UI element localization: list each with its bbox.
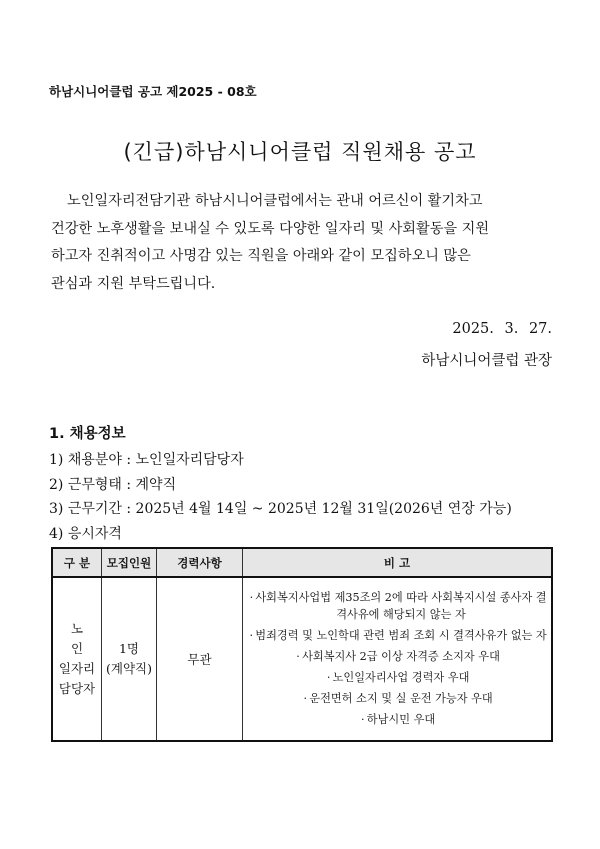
remark-text: 범죄경력 및 노인학대 관련 범죄 조회 시 결격사유가 없는 자 [255, 628, 547, 642]
bullet-icon: · [296, 649, 300, 663]
info-employment-type: 2) 근무형태 : 계약직 [49, 477, 177, 493]
list-item [243, 648, 551, 665]
remark-text: 사회복지사 2급 이상 자격증 소지자 우대 [302, 649, 500, 663]
remarks-list [243, 589, 551, 728]
remark-text: 운전면허 소지 및 실 운전 가능자 우대 [309, 691, 493, 705]
info-qualifications: 4) 응시자격 [49, 526, 122, 542]
list-item [243, 711, 551, 728]
header-remarks: 비 고 [243, 548, 553, 577]
cell-remarks [243, 577, 553, 741]
division-line: 일자리 [58, 661, 96, 676]
intro-line: 건강한 노후생활을 보내실 수 있도록 다양한 일자리 및 사회활동을 지원 [51, 220, 490, 237]
division-line: 노 인 [70, 621, 93, 656]
bullet-icon: · [361, 712, 365, 726]
list-item [243, 589, 551, 623]
bullet-icon: · [326, 670, 331, 684]
header-division: 구 분 [52, 548, 102, 577]
cell-recruits [102, 577, 157, 741]
qualification-table [51, 547, 553, 742]
bullet-icon: · [249, 590, 254, 604]
table-header-row [52, 548, 552, 577]
info-work-period: 3) 근무기간 : 2025년 4월 14일 ~ 2025년 12월 31일(2026년 연장 가능) [49, 501, 512, 517]
intro-line: 노인일자리전담기관 하남시니어클럽에서는 관내 어르신이 활기차고 [67, 193, 483, 209]
cell-division [52, 577, 102, 741]
bullet-icon: · [303, 691, 308, 705]
info-field: 1) 채용분야 : 노인일자리담당자 [49, 452, 244, 468]
bullet-icon: · [249, 628, 254, 642]
recruits-count: 1명 [118, 641, 140, 656]
section-title-recruitment-info: 1. 채용정보 [49, 426, 126, 442]
header-experience: 경력사항 [157, 548, 243, 577]
issuer-name: 하남시니어클럽 관장 [421, 353, 552, 369]
remark-text: 하남시민 우대 [366, 712, 436, 726]
table-row [52, 577, 552, 741]
intro-line: 관심과 지원 부탁드립니다. [51, 275, 216, 292]
recruits-type: (계약직) [106, 661, 152, 676]
remark-text: 노인일자리사업 경력자 우대 [332, 670, 470, 684]
notice-date: 2025. 3. 27. [452, 321, 552, 337]
list-item [243, 690, 551, 707]
division-line: 담당자 [58, 681, 96, 696]
header-recruits: 모집인원 [102, 548, 157, 577]
list-item [243, 627, 551, 644]
remark-text: 사회복지사업법 제35조의 2에 따라 사회복지시설 종사자 결격사유에 해당되지 않는 자 [255, 590, 547, 621]
document-title: (긴급)하남시니어클럽 직원채용 공고 [123, 140, 477, 164]
notice-number: 하남시니어클럽 공고 제2025 - 08호 [49, 84, 257, 99]
intro-paragraph [51, 188, 551, 298]
list-item [243, 669, 551, 686]
intro-line: 하고자 진취적이고 사명감 있는 직원을 아래와 같이 모집하오니 많은 [51, 248, 471, 264]
cell-experience: 무관 [157, 577, 243, 741]
